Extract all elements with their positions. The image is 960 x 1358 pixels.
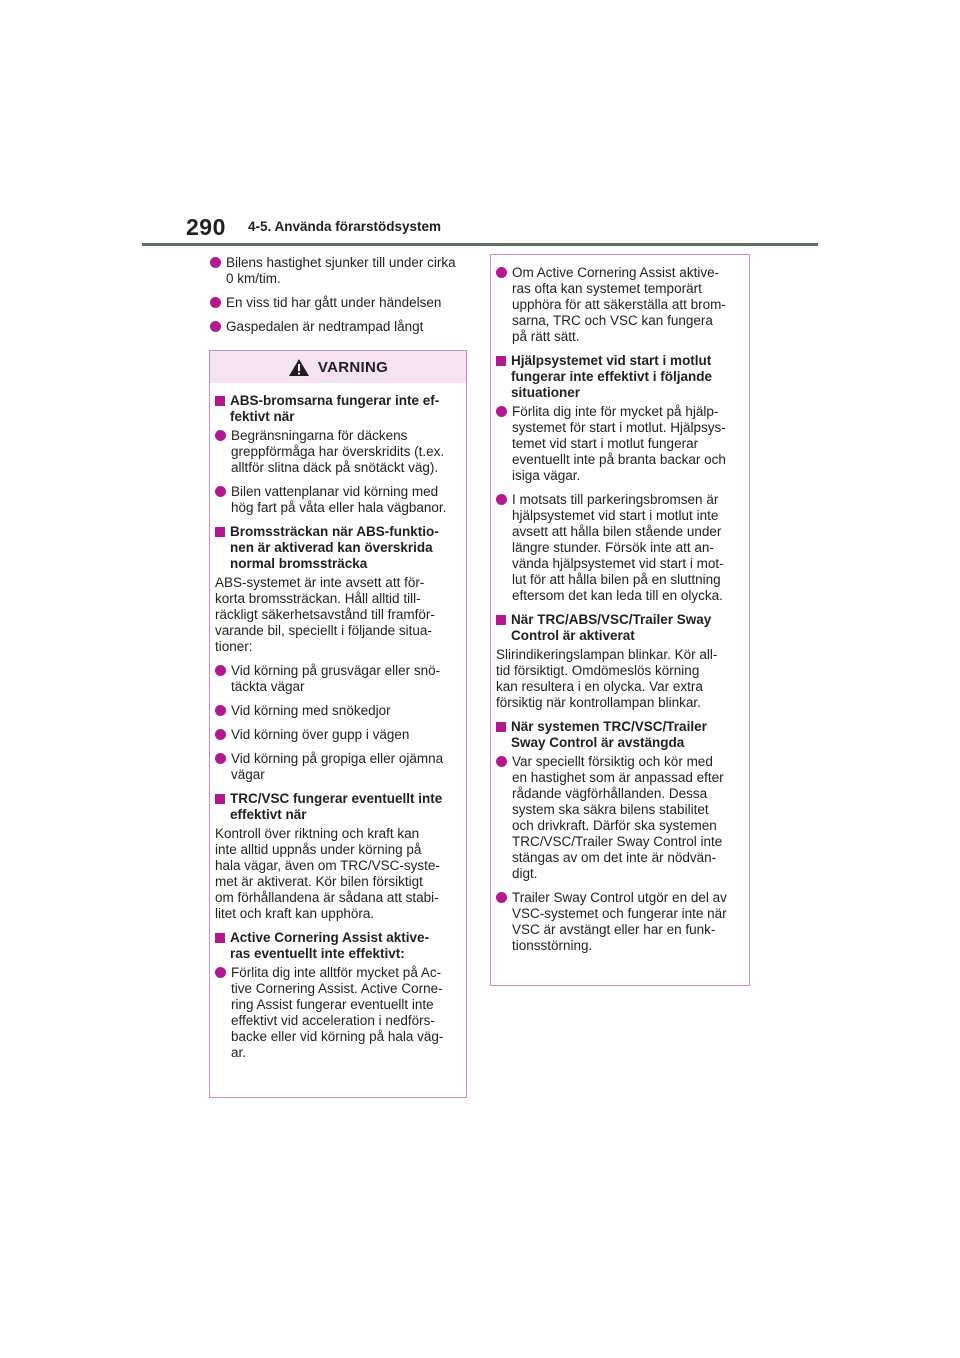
- text-line: effektivt när: [230, 807, 307, 822]
- square-bullet-icon: [215, 396, 225, 406]
- paragraph: [496, 647, 743, 711]
- text-line: Vid körning med snökedjor: [231, 703, 391, 718]
- warning-title: VARNING: [317, 358, 389, 376]
- bullet-item: [496, 404, 743, 484]
- text-line: stängas av om det inte är nödvän-: [512, 850, 717, 865]
- square-bullet-icon: [496, 722, 506, 732]
- text-line: försiktig när kontrollampan blinkar.: [496, 695, 701, 710]
- bullet-item: [215, 703, 460, 719]
- text-line: sarna, TRC och VSC kan fungera: [512, 313, 713, 328]
- text-line: kan resultera i en olycka. Var extra: [496, 679, 703, 694]
- text-line: ABS-systemet är inte avsett att för-: [215, 575, 425, 590]
- bullet-dot-icon: [210, 257, 221, 268]
- text-line: Bromssträckan när ABS-funktio-: [230, 524, 439, 539]
- warning-heading: [496, 612, 743, 644]
- bullet-dot-icon: [215, 729, 226, 740]
- text-line: met är aktiverat. Kör bilen försiktigt: [215, 874, 423, 889]
- text-line: inte alltid uppnås under körning på: [215, 842, 422, 857]
- square-bullet-icon: [215, 527, 225, 537]
- text-line: rådande vägförhållanden. Dessa: [512, 786, 708, 801]
- text-line: ring Assist fungerar eventuellt inte: [231, 997, 434, 1012]
- text-line: digt.: [512, 866, 538, 881]
- text-line: isiga vägar.: [512, 468, 581, 483]
- bullet-dot-icon: [215, 705, 226, 716]
- warning-header: [210, 351, 466, 383]
- text-line: Om Active Cornering Assist aktive-: [512, 265, 720, 280]
- bullet-dot-icon: [215, 665, 226, 676]
- square-bullet-icon: [496, 615, 506, 625]
- bullet-dot-icon: [215, 486, 226, 497]
- bullet-dot-icon: [496, 892, 507, 903]
- warning-heading: [215, 930, 460, 962]
- text-line: Hjälpsystemet vid start i motlut: [511, 353, 712, 368]
- warning-heading: [215, 791, 460, 823]
- text-line: räckligt säkerhetsavstånd till framför-: [215, 607, 435, 622]
- text-line: temet vid start i motlut fungerar: [512, 436, 699, 451]
- text-line: Trailer Sway Control utgör en del av: [512, 890, 727, 905]
- bullet-dot-icon: [496, 494, 507, 505]
- bullet-item: [496, 265, 743, 345]
- text-line: Sway Control är avstängda: [511, 735, 685, 750]
- page-number: 290: [186, 214, 226, 240]
- text-line: vända hjälpsystemet vid start i mot-: [512, 556, 724, 571]
- text-line: tive Cornering Assist. Active Corne-: [231, 981, 443, 996]
- section-title: 4-5. Använda förarstödsystem: [248, 219, 442, 234]
- text-line: täckta vägar: [231, 679, 305, 694]
- square-bullet-icon: [496, 356, 506, 366]
- bullet-dot-icon: [215, 967, 226, 978]
- text-line: TRC/VSC/Trailer Sway Control inte: [512, 834, 723, 849]
- warning-heading: [215, 524, 460, 572]
- text-line: eventuellt inte på branta backar och: [512, 452, 726, 467]
- text-line: VSC är avstängt eller har en funk-: [512, 922, 716, 937]
- bullet-dot-icon: [215, 430, 226, 441]
- text-line: alltför slitna däck på snötäckt väg).: [231, 460, 439, 475]
- text-line: Active Cornering Assist aktive-: [230, 930, 430, 945]
- warning-heading: [496, 353, 743, 401]
- text-line: upphöra för att säkerställa att brom-: [512, 297, 726, 312]
- bullet-dot-icon: [215, 753, 226, 764]
- bullet-item: [210, 255, 472, 287]
- text-line: Förlita dig inte alltför mycket på Ac-: [231, 965, 442, 980]
- text-line: varande bil, speciellt i följande situa-: [215, 623, 432, 638]
- text-line: på rätt sätt.: [512, 329, 580, 344]
- bullet-item: [215, 965, 460, 1061]
- text-line: hjälpsystemet vid start i motlut inte: [512, 508, 719, 523]
- bullet-item: [496, 754, 743, 882]
- warning-heading: [496, 719, 743, 751]
- bullet-item: [215, 484, 460, 516]
- text-line: Kontroll över riktning och kraft kan: [215, 826, 420, 841]
- text-line: Bilen vattenplanar vid körning med: [231, 484, 439, 499]
- bullet-item: [215, 428, 460, 476]
- text-line: ABS-bromsarna fungerar inte ef-: [230, 393, 440, 408]
- text-line: När systemen TRC/VSC/Trailer: [511, 719, 707, 734]
- text-line: litet och kraft kan upphöra.: [215, 906, 375, 921]
- bullet-item: [215, 751, 460, 783]
- text-line: ras eventuellt inte effektivt:: [230, 946, 405, 961]
- text-line: nen är aktiverad kan överskrida: [230, 540, 433, 555]
- bullet-dot-icon: [496, 267, 507, 278]
- text-line: situationer: [511, 385, 581, 400]
- bullet-item: [496, 492, 743, 604]
- paragraph: [215, 575, 460, 655]
- paragraph: [215, 826, 460, 922]
- text-line: systemet för start i motlut. Hjälpsys-: [512, 420, 726, 435]
- text-line: backe eller vid körning på hala väg-: [231, 1029, 444, 1044]
- text-line: hög fart på våta eller hala vägbanor.: [231, 500, 447, 515]
- text-line: tid försiktigt. Omdömeslös körning: [496, 663, 700, 678]
- top-bullet-list: [210, 255, 472, 343]
- bullet-item: [496, 890, 743, 954]
- bullet-dot-icon: [210, 297, 221, 308]
- text-line: Vid körning över gupp i vägen: [231, 727, 410, 742]
- text-line: längre stunder. Försök inte att an-: [512, 540, 714, 555]
- text-line: effektivt vid acceleration i nedförs-: [231, 1013, 435, 1028]
- warning-heading: [215, 393, 460, 425]
- text-line: fektivt när: [230, 409, 295, 424]
- bullet-item: [215, 663, 460, 695]
- text-line: greppförmåga har överskridits (t.ex.: [231, 444, 445, 459]
- text-line: lut för att hålla bilen på en sluttning: [512, 572, 721, 587]
- text-line: Bilens hastighet sjunker till under cirka: [226, 255, 456, 270]
- text-line: Vid körning på grusvägar eller snö-: [231, 663, 441, 678]
- text-line: En viss tid har gått under händelsen: [226, 295, 442, 310]
- text-line: ras ofta kan systemet temporärt: [512, 281, 702, 296]
- text-line: Vid körning på gropiga eller ojämna: [231, 751, 444, 766]
- bullet-dot-icon: [496, 756, 507, 767]
- warning-triangle-icon: [288, 358, 310, 377]
- text-line: 0 km/tim.: [226, 271, 281, 286]
- text-line: Begränsningarna för däckens: [231, 428, 408, 443]
- text-line: system ska säkra bilens stabilitet: [512, 802, 709, 817]
- warning-body: [210, 383, 466, 1061]
- text-line: och drivkraft. Därför ska systemen: [512, 818, 717, 833]
- text-line: avsett att hålla bilen stående under: [512, 524, 722, 539]
- bullet-dot-icon: [496, 406, 507, 417]
- square-bullet-icon: [215, 933, 225, 943]
- text-line: Förlita dig inte för mycket på hjälp-: [512, 404, 719, 419]
- text-line: hala vägar, även om TRC/VSC-syste-: [215, 858, 440, 873]
- bullet-item: [215, 727, 460, 743]
- text-line: VSC-systemet och fungerar inte när: [512, 906, 727, 921]
- header-rule: [142, 243, 818, 246]
- bullet-item: [210, 319, 472, 335]
- bullet-dot-icon: [210, 321, 221, 332]
- text-line: eftersom det kan leda till en olycka.: [512, 588, 723, 603]
- text-line: Var speciellt försiktig och kör med: [512, 754, 713, 769]
- text-line: tionsstörning.: [512, 938, 593, 953]
- square-bullet-icon: [215, 794, 225, 804]
- text-line: tioner:: [215, 639, 253, 654]
- text-line: TRC/VSC fungerar eventuellt inte: [230, 791, 443, 806]
- text-line: Slirindikeringslampan blinkar. Kör all-: [496, 647, 718, 662]
- text-line: Control är aktiverat: [511, 628, 635, 643]
- text-line: fungerar inte effektivt i följande: [511, 369, 713, 384]
- text-line: ar.: [231, 1045, 247, 1060]
- text-line: korta bromssträckan. Håll alltid till-: [215, 591, 421, 606]
- text-line: När TRC/ABS/VSC/Trailer Sway: [511, 612, 712, 627]
- text-line: vägar: [231, 767, 265, 782]
- text-line: I motsats till parkeringsbromsen är: [512, 492, 719, 507]
- text-line: Gaspedalen är nedtrampad långt: [226, 319, 424, 334]
- warning-box: [209, 350, 467, 1098]
- text-line: om förhållandena är sådana att stabi-: [215, 890, 439, 905]
- warning-box-continued: [490, 254, 750, 986]
- text-line: normal bromssträcka: [230, 556, 368, 571]
- text-line: en hastighet som är anpassad efter: [512, 770, 724, 785]
- bullet-item: [210, 295, 472, 311]
